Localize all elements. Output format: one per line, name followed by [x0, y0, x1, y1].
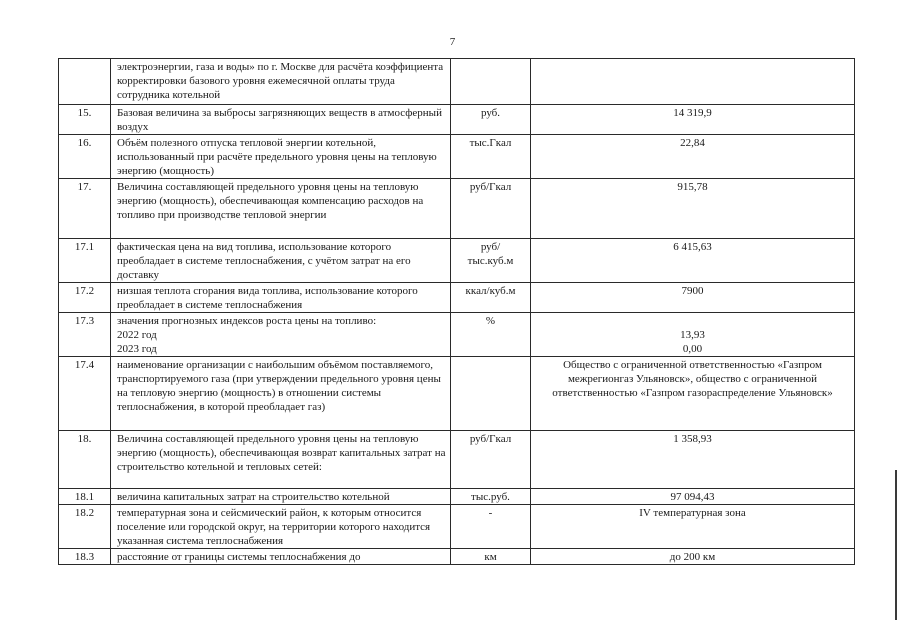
- table-row: [59, 505, 855, 549]
- unit-cell: [451, 135, 531, 179]
- value-cell: [531, 105, 855, 135]
- table-row: [59, 283, 855, 313]
- parameter-name-text: расстояние от границы системы теплоснабжения до: [117, 551, 361, 563]
- row-number: 18.3: [59, 549, 111, 565]
- parameter-name: [111, 313, 451, 357]
- table-row: [59, 179, 855, 239]
- parameter-name: [111, 489, 451, 505]
- row-number: 15.: [59, 105, 111, 135]
- value-cell: [531, 431, 855, 489]
- scan-edge-mark: [895, 470, 897, 620]
- row-number: 17.4: [59, 357, 111, 431]
- tariff-parameters-table: [58, 58, 855, 565]
- table-row: [59, 135, 855, 179]
- unit-cell: [451, 489, 531, 505]
- row-number: 16.: [59, 135, 111, 179]
- value-text: 14 319,9: [673, 107, 712, 119]
- value-cell: [531, 135, 855, 179]
- unit-text: км: [484, 551, 497, 563]
- unit-text: тыс.Гкал: [469, 137, 512, 149]
- unit-cell: [451, 313, 531, 357]
- value-text: 13,93 0,00: [680, 329, 705, 355]
- parameter-name-text: электроэнергии, газа и воды» по г. Москве для расчёта коэффициента корректировки базового уровня ежемесячной оплаты труда сотрудника котельной: [117, 61, 444, 101]
- unit-cell: [451, 59, 531, 105]
- unit-text: -: [488, 507, 493, 519]
- unit-text: %: [485, 315, 496, 327]
- unit-cell: [451, 283, 531, 313]
- unit-text: руб/ тыс.куб.м: [467, 241, 514, 267]
- parameter-name-text: Базовая величина за выбросы загрязняющих веществ в атмосферный воздух: [117, 107, 442, 133]
- parameter-name: [111, 357, 451, 431]
- value-cell: [531, 313, 855, 357]
- parameter-name-text: фактическая цена на вид топлива, использование которого преобладает в системе теплоснабжения, с учётом затрат на его доставку: [117, 241, 411, 281]
- value-cell: [531, 283, 855, 313]
- table-row: [59, 357, 855, 431]
- parameter-name-text: значения прогнозных индексов роста цены на топливо: 2022 год 2023 год: [117, 315, 377, 355]
- parameter-name-text: наименование организации с наибольшим объёмом поставляемого, транспортируемого газа (при утверждении предельного уровня цены на тепловую энергию (мощность) в отношении системы теплоснабжения, в которой преобладает газ): [117, 359, 441, 413]
- parameter-name: [111, 135, 451, 179]
- parameter-name-text: температурная зона и сейсмический район, к которым относится поселение или городской округ, на территории которого находится указанная система теплоснабжения: [117, 507, 431, 547]
- table-row: [59, 489, 855, 505]
- table-row: [59, 549, 855, 565]
- unit-cell: [451, 549, 531, 565]
- parameter-name-text: Величина составляющей предельного уровня цены на тепловую энергию (мощность), обеспечивающая компенсацию расходов на топливо при производстве тепловой энергии: [117, 181, 424, 221]
- row-number: 18.1: [59, 489, 111, 505]
- row-number: 17.1: [59, 239, 111, 283]
- page-number: 7: [449, 36, 456, 48]
- value-text: Общество с ограниченной ответственностью «Газпром межрегионгаз Ульяновск», общество с ограниченной ответственностью «Газпром газораспределение Ульяновск»: [552, 359, 833, 399]
- table-row: [59, 239, 855, 283]
- value-cell: [531, 59, 855, 105]
- unit-cell: [451, 239, 531, 283]
- parameter-name-text: величина капитальных затрат на строительство котельной: [117, 491, 390, 503]
- parameter-name: [111, 505, 451, 549]
- value-cell: [531, 505, 855, 549]
- unit-cell: [451, 505, 531, 549]
- value-text: 915,78: [677, 181, 708, 193]
- parameter-name: [111, 105, 451, 135]
- parameter-name: [111, 283, 451, 313]
- value-text: 22,84: [680, 137, 705, 149]
- value-cell: [531, 489, 855, 505]
- value-text: IV температурная зона: [639, 507, 746, 519]
- value-cell: [531, 239, 855, 283]
- value-text: до 200 км: [669, 551, 716, 563]
- unit-cell: [451, 431, 531, 489]
- unit-cell: [451, 105, 531, 135]
- value-text: 6 415,63: [673, 241, 712, 253]
- row-number: 17.3: [59, 313, 111, 357]
- parameter-name-text: Величина составляющей предельного уровня цены на тепловую энергию (мощность), обеспечивающая возврат капитальных затрат на строительство котельной и тепловых сетей:: [117, 433, 446, 473]
- unit-text: тыс.руб.: [471, 491, 510, 503]
- row-number: 18.: [59, 431, 111, 489]
- unit-text: руб/Гкал: [469, 433, 512, 445]
- value-text: 1 358,93: [673, 433, 712, 445]
- row-number: 17.2: [59, 283, 111, 313]
- parameter-name: [111, 431, 451, 489]
- unit-text: руб/Гкал: [469, 181, 512, 193]
- unit-text: руб.: [480, 107, 501, 119]
- row-number: [59, 59, 111, 105]
- value-cell: [531, 357, 855, 431]
- unit-text: ккал/куб.м: [465, 285, 516, 297]
- parameter-name-text: низшая теплота сгорания вида топлива, использование которого преобладает в системе теплоснабжения: [117, 285, 418, 311]
- table-row: [59, 105, 855, 135]
- table-row: [59, 431, 855, 489]
- value-cell: [531, 179, 855, 239]
- unit-cell: [451, 179, 531, 239]
- value-cell: [531, 549, 855, 565]
- row-number: 17.: [59, 179, 111, 239]
- value-text: 97 094,43: [670, 491, 715, 503]
- value-text: 7900: [681, 285, 704, 297]
- parameter-name: [111, 239, 451, 283]
- parameter-name: [111, 549, 451, 565]
- table-row: [59, 59, 855, 105]
- parameter-name: [111, 179, 451, 239]
- row-number: 18.2: [59, 505, 111, 549]
- table-row: [59, 313, 855, 357]
- unit-cell: [451, 357, 531, 431]
- parameter-name-text: Объём полезного отпуска тепловой энергии котельной, использованный при расчёте предельного уровня цены на тепловую энергию (мощность): [117, 137, 437, 177]
- parameter-name: [111, 59, 451, 105]
